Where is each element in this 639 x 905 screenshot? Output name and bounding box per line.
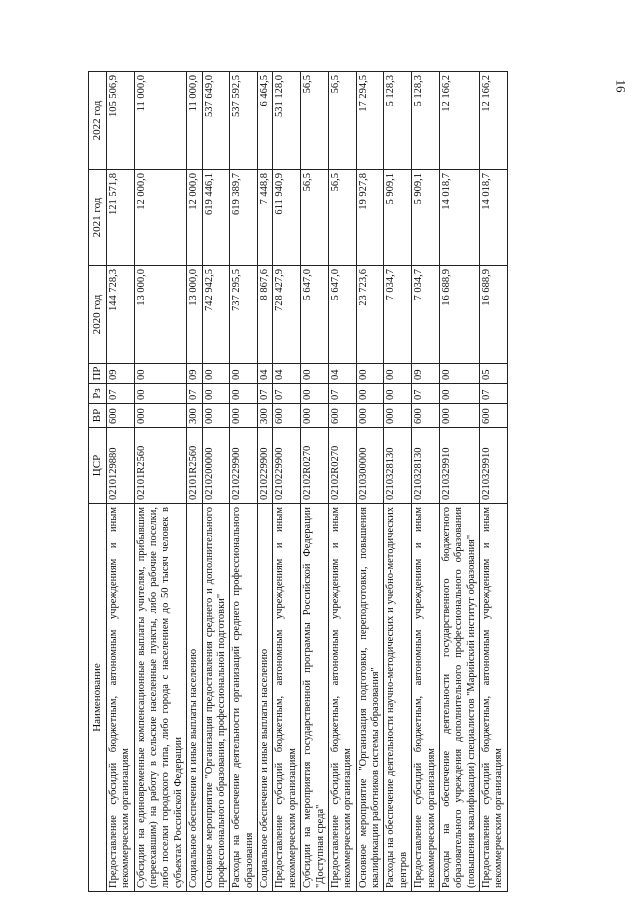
row-value-2022: 5 128,3	[384, 72, 412, 170]
row-vr: 000	[230, 404, 258, 428]
row-csr: 02102R0270	[328, 428, 356, 504]
table-header-row	[89, 72, 107, 892]
row-value-2020: 16 688,9	[480, 266, 508, 364]
row-csr: 0210229900	[258, 428, 273, 504]
row-pr: 00	[301, 364, 329, 384]
row-value-2022: 105 506,9	[106, 72, 134, 170]
row-vr: 000	[439, 404, 479, 428]
row-value-2020: 7 034,7	[412, 266, 440, 364]
row-rz: 00	[202, 384, 230, 404]
row-value-2022: 56,5	[328, 72, 356, 170]
budget-table	[88, 71, 508, 892]
row-csr: 02102R0270	[301, 428, 329, 504]
row-csr: 0210229900	[230, 428, 258, 504]
row-value-2021: 12 000,0	[134, 170, 187, 266]
row-pr: 04	[273, 364, 301, 384]
row-pr: 00	[230, 364, 258, 384]
header-pr: ПР	[89, 364, 107, 384]
row-value-2020: 5 647,0	[301, 266, 329, 364]
row-value-2022: 6 464,5	[258, 72, 273, 170]
row-name: Предоставление субсидий бюджетным, автономным учреждениям и иным некоммерческим организациям	[328, 504, 356, 892]
row-name: Предоставление субсидий бюджетным, автономным учреждениям и иным некоммерческим организациям	[480, 504, 508, 892]
row-vr: 600	[273, 404, 301, 428]
row-rz: 07	[273, 384, 301, 404]
row-value-2021: 5 909,1	[384, 170, 412, 266]
row-vr: 000	[202, 404, 230, 428]
row-value-2022: 17 294,5	[356, 72, 384, 170]
table-row	[134, 72, 187, 892]
row-rz: 07	[187, 384, 202, 404]
row-value-2022: 531 128,0	[273, 72, 301, 170]
row-value-2020: 16 688,9	[439, 266, 479, 364]
row-csr: 0210328130	[384, 428, 412, 504]
table-row	[273, 72, 301, 892]
row-value-2020: 13 000,0	[187, 266, 202, 364]
row-rz: 07	[258, 384, 273, 404]
row-value-2022: 56,5	[301, 72, 329, 170]
row-vr: 000	[134, 404, 187, 428]
row-name: Расходы на обеспечение деятельности государственного бюджетного образовательного учреждения дополнительного профессионального образования (повышения квалификации) специалистов "Марийский институт образования"	[439, 504, 479, 892]
row-csr: 0210329910	[439, 428, 479, 504]
header-csr: ЦСР	[89, 428, 107, 504]
page-number: 16	[613, 79, 629, 93]
row-rz: 07	[480, 384, 508, 404]
row-name: Предоставление субсидий бюджетным, автономным учреждениям и иным некоммерческим организациям	[106, 504, 134, 892]
row-rz: 00	[439, 384, 479, 404]
table-row	[412, 72, 440, 892]
row-pr: 04	[258, 364, 273, 384]
row-vr: 600	[412, 404, 440, 428]
row-value-2021: 56,5	[328, 170, 356, 266]
row-csr: 02101R2560	[134, 428, 187, 504]
table-row	[258, 72, 273, 892]
header-rz: Рз	[89, 384, 107, 404]
row-name: Расходы на обеспечение деятельности организаций среднего профессионального образования	[230, 504, 258, 892]
row-value-2020: 5 647,0	[328, 266, 356, 364]
row-csr: 0210129880	[106, 428, 134, 504]
table-row	[230, 72, 258, 892]
row-value-2022: 537 649,0	[202, 72, 230, 170]
row-name: Предоставление субсидий бюджетным, автономным учреждениям и иным некоммерческим организациям	[273, 504, 301, 892]
row-name: Расходы на обеспечение деятельности научно-методических и учебно-методических центров	[384, 504, 412, 892]
row-value-2020: 728 427,9	[273, 266, 301, 364]
header-2022: 2022 год	[89, 72, 107, 170]
row-value-2021: 619 389,7	[230, 170, 258, 266]
row-pr: 04	[328, 364, 356, 384]
header-name: Наименование	[89, 504, 107, 892]
row-vr: 000	[384, 404, 412, 428]
table-row	[384, 72, 412, 892]
row-rz: 00	[134, 384, 187, 404]
row-name: Основное мероприятие "Организация подготовки, переподготовки, повышения квалификации работников системы образования"	[356, 504, 384, 892]
row-value-2020: 742 942,5	[202, 266, 230, 364]
row-name: Субсидии на мероприятия государственной программы Российской Федерации "Доступная среда"	[301, 504, 329, 892]
row-value-2020: 144 728,3	[106, 266, 134, 364]
row-vr: 300	[258, 404, 273, 428]
row-csr: 0210328130	[412, 428, 440, 504]
row-value-2021: 14 018,7	[439, 170, 479, 266]
table-row	[480, 72, 508, 892]
row-name: Субсидии на единовременные компенсационные выплаты учителям, прибывшим (переехавшим) на работу в сельские населенные пункты, либо рабочие поселки, либо поселки городского типа, либо города с населением до 50 тысяч человек в субъектах Российской Федерации	[134, 504, 187, 892]
row-rz: 00	[230, 384, 258, 404]
row-pr: 00	[134, 364, 187, 384]
header-vr: ВР	[89, 404, 107, 428]
row-value-2021: 14 018,7	[480, 170, 508, 266]
row-value-2020: 8 867,6	[258, 266, 273, 364]
table-row	[187, 72, 202, 892]
row-value-2020: 737 295,5	[230, 266, 258, 364]
row-value-2020: 23 723,6	[356, 266, 384, 364]
row-rz: 00	[301, 384, 329, 404]
row-rz: 00	[356, 384, 384, 404]
table-row	[202, 72, 230, 892]
header-2020: 2020 год	[89, 266, 107, 364]
row-pr: 09	[412, 364, 440, 384]
row-pr: 00	[202, 364, 230, 384]
row-value-2022: 12 166,2	[439, 72, 479, 170]
row-csr: 0210229900	[273, 428, 301, 504]
row-csr: 0210329910	[480, 428, 508, 504]
row-pr: 00	[356, 364, 384, 384]
row-vr: 600	[328, 404, 356, 428]
row-pr: 09	[106, 364, 134, 384]
row-value-2021: 611 940,9	[273, 170, 301, 266]
row-csr: 02101R2560	[187, 428, 202, 504]
row-pr: 05	[480, 364, 508, 384]
row-vr: 600	[480, 404, 508, 428]
row-vr: 300	[187, 404, 202, 428]
row-value-2021: 56,5	[301, 170, 329, 266]
row-vr: 000	[356, 404, 384, 428]
row-csr: 0210200000	[202, 428, 230, 504]
budget-table-sheet	[88, 72, 639, 892]
row-value-2022: 537 592,5	[230, 72, 258, 170]
row-value-2022: 11 000,0	[134, 72, 187, 170]
row-rz: 07	[106, 384, 134, 404]
row-value-2022: 11 000,0	[187, 72, 202, 170]
row-value-2022: 5 128,3	[412, 72, 440, 170]
row-value-2021: 121 571,8	[106, 170, 134, 266]
row-rz: 07	[328, 384, 356, 404]
table-row	[301, 72, 329, 892]
row-value-2021: 12 000,0	[187, 170, 202, 266]
row-name: Предоставление субсидий бюджетным, автономным учреждениям и иным некоммерческим организациям	[412, 504, 440, 892]
row-name: Основное мероприятие "Организация предоставления среднего и дополнительного профессионального образования, профессиональной подготовки"	[202, 504, 230, 892]
row-name: Социальное обеспечение и иные выплаты населению	[258, 504, 273, 892]
table-row	[356, 72, 384, 892]
row-value-2021: 7 448,8	[258, 170, 273, 266]
row-vr: 600	[106, 404, 134, 428]
row-pr: 00	[439, 364, 479, 384]
table-row	[106, 72, 134, 892]
row-rz: 07	[412, 384, 440, 404]
row-value-2022: 12 166,2	[480, 72, 508, 170]
row-value-2020: 13 000,0	[134, 266, 187, 364]
row-value-2021: 619 446,1	[202, 170, 230, 266]
header-2021: 2021 год	[89, 170, 107, 266]
row-csr: 0210300000	[356, 428, 384, 504]
row-name: Социальное обеспечение и иные выплаты населению	[187, 504, 202, 892]
row-pr: 00	[384, 364, 412, 384]
row-value-2021: 5 909,1	[412, 170, 440, 266]
table-row	[439, 72, 479, 892]
row-value-2020: 7 034,7	[384, 266, 412, 364]
row-value-2021: 19 927,8	[356, 170, 384, 266]
table-row	[328, 72, 356, 892]
row-vr: 000	[301, 404, 329, 428]
row-rz: 00	[384, 384, 412, 404]
row-pr: 09	[187, 364, 202, 384]
